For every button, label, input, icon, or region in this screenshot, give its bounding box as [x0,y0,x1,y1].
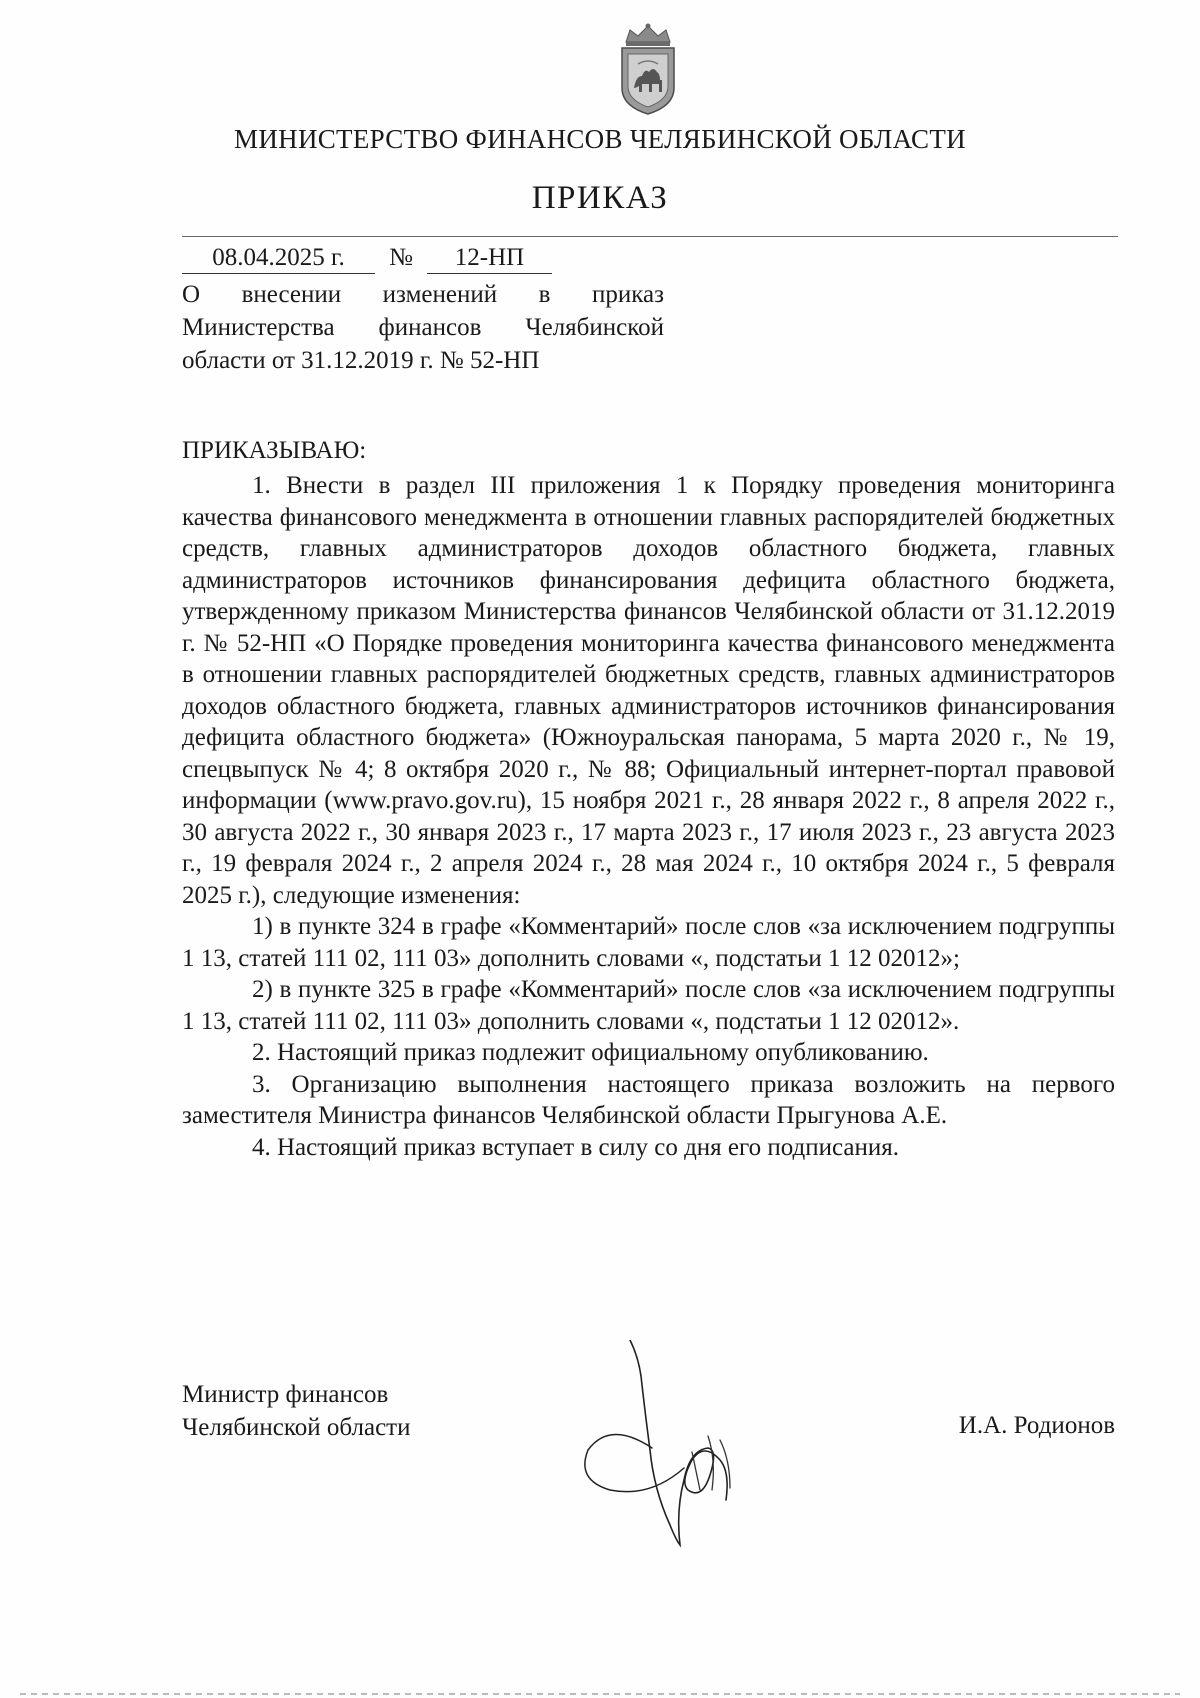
order-paragraph: 1) в пункте 324 в графе «Комментарий» после слов «за исключением подгруппы 1 13, статей 111 02, 111 03» дополнить словами «, подстатьи 1 12 02012»; [182,913,1115,972]
order-paragraph: 4. Настоящий приказ вступает в силу со дня его подписания. [252,1133,900,1161]
order-paragraph: 1. Внести в раздел III приложения 1 к Порядку проведения мониторинга качества финансового менеджмента в отношении главных распорядителей бюджетных средств, главных администраторов доходов областного бюджета, главных администраторов источников финансирования дефицита областного бюджета, утвержденному приказом Министерства финансов Челябинской области от 31.12.2019 г. № 52-НП «О Порядке проведения мониторинга качества финансового менеджмента в отношении главных распорядителей бюджетных средств, главных администраторов доходов областного бюджета, главных администраторов источников финансирования дефицита областного бюджета» (Южноуральская панорама, 5 марта 2020 г., № 19, спецвыпуск № 4; 8 октября 2020 г., № 88; Официальный интернет-портал правовой информации (www.pravo.gov.ru), 15 ноября 2021 г., 28 января 2022 г., 8 апреля 2022 г., 30 августа 2022 г., 30 января 2023 г., 17 марта 2023 г., 17 июля 2023 г., 23 августа 2023 г., 19 февраля 2024 г., 2 апреля 2024 г., 28 мая 2024 г., 10 октября 2024 г., 5 февраля 2025 г.), следующие изменения: [182,472,1115,909]
order-subject [182,278,664,377]
order-date: 08.04.2025 г. [182,243,375,274]
ministry-name: МИНИСТЕРСТВО ФИНАНСОВ ЧЕЛЯБИНСКОЙ ОБЛАСТИ [234,124,966,154]
document-type-title: ПРИКАЗ [531,180,669,216]
subject-line: Министерства финансов Челябинской [182,314,664,341]
coat-of-arms-icon [612,22,684,118]
order-paragraph: 2) в пункте 325 в графе «Комментарий» после слов «за исключением подгруппы 1 13, статей 111 02, 111 03» дополнить словами «, подстатьи 1 12 02012». [182,976,1115,1035]
order-paragraph: 2. Настоящий приказ подлежит официальному опубликованию. [252,1039,929,1066]
header-divider [182,236,1118,237]
subject-line: области от 31.12.2019 г. № 52-НП [182,347,540,374]
signer-position [182,1378,410,1444]
registration-line [182,243,552,274]
signer-name: И.А. Родионов [958,1412,1115,1439]
order-keyword: ПРИКАЗЫВАЮ: [182,437,367,464]
order-body [182,470,1115,1163]
subject-line: О внесении изменений в приказ [182,281,664,308]
number-sign: № [389,244,413,271]
signer-position-line: Челябинской области [182,1414,411,1441]
signer-position-line: Министр финансов [182,1381,389,1408]
order-number: 12-НП [427,243,552,274]
order-paragraph: 3. Организацию выполнения настоящего приказа возложить на первого заместителя Министра финансов Челябинской области Прыгунова А.Е. [182,1070,1115,1129]
signature-icon [580,1340,780,1550]
scan-edge [20,1693,1180,1695]
